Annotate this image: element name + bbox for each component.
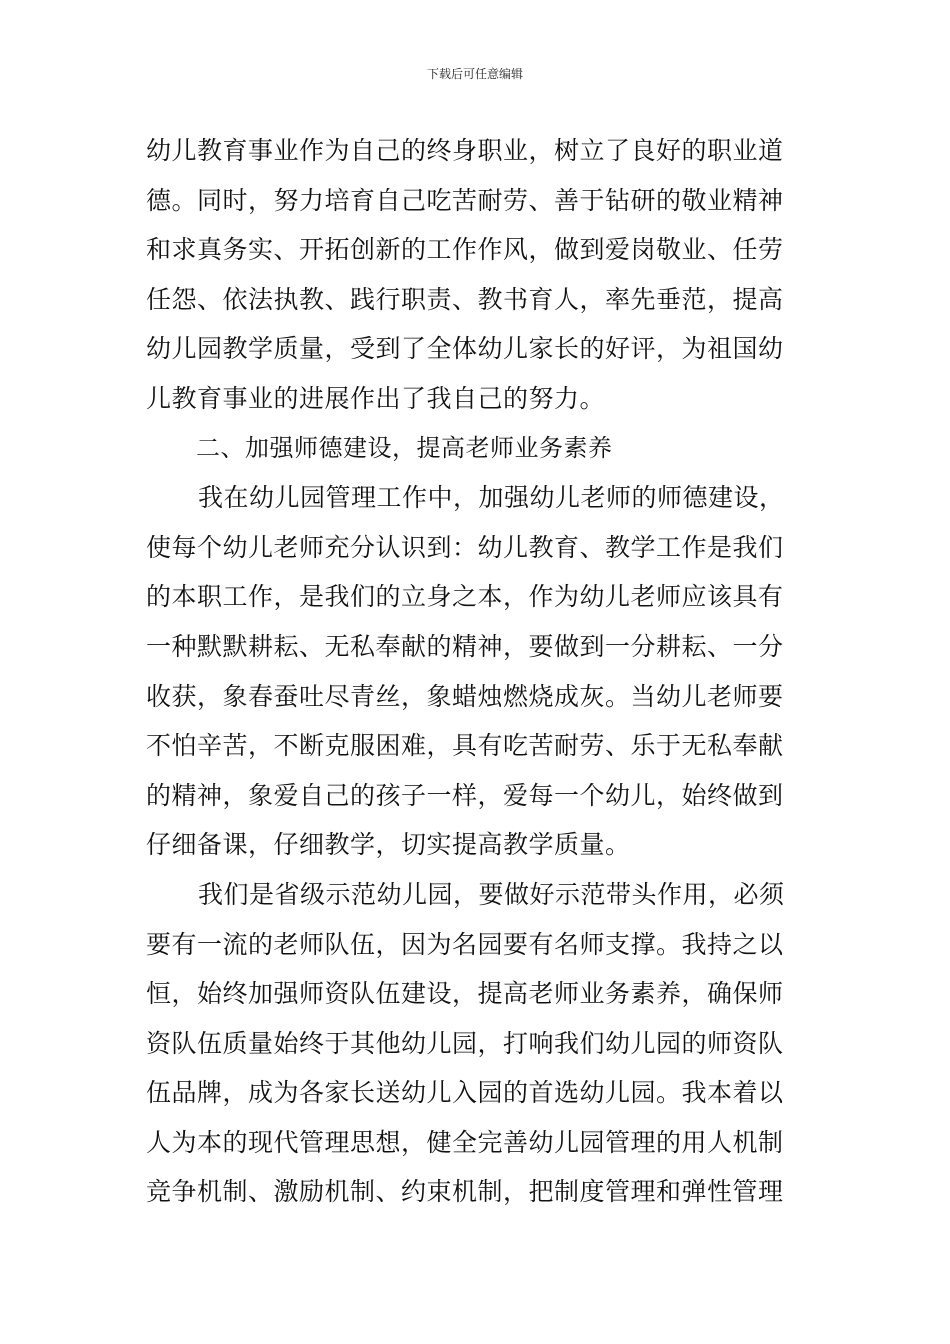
text-line: 和求真务实、开拓创新的工作作风，做到爱岗敬业、任劳	[146, 235, 784, 265]
heading-line: 二、加强师德建设，提高老师业务素养	[196, 433, 613, 462]
text-line: 资队伍质量始终于其他幼儿园，打响我们幼儿园的师资队	[146, 1028, 784, 1058]
text-line: 伍品牌，成为各家长送幼儿入园的首选幼儿园。我本着以	[146, 1078, 784, 1108]
document-body	[146, 126, 811, 1217]
text-line: 德。同时，努力培育自己吃苦耐劳、善于钻研的敬业精神	[146, 185, 784, 215]
paragraph	[146, 870, 811, 1217]
text-line: 幼儿教育事业作为自己的终身职业，树立了良好的职业道	[146, 136, 784, 165]
text-line: 人为本的现代管理思想，健全完善幼儿园管理的用人机制	[146, 1127, 784, 1157]
text-line: 儿教育事业的进展作出了我自己的努力。	[146, 383, 606, 413]
text-line: 使每个幼儿老师充分认识到：幼儿教育、教学工作是我们	[146, 532, 784, 562]
text-line: 一种默默耕耘、无私奉献的精神，要做到一分耕耘、一分	[146, 631, 784, 661]
section-heading	[146, 424, 811, 474]
text-line: 我们是省级示范幼儿园，要做好示范带头作用，必须	[198, 879, 785, 909]
paragraph	[146, 473, 811, 870]
text-line: 我在幼儿园管理工作中，加强幼儿老师的师德建设，	[198, 483, 785, 513]
text-line: 的精神，象爱自己的孩子一样，爱每一个幼儿，始终做到	[146, 780, 784, 810]
page-header: 下载后可任意编辑	[426, 67, 523, 81]
text-line: 幼儿园教学质量，受到了全体幼儿家长的好评，为祖国幼	[146, 334, 784, 364]
text-line: 恒，始终加强师资队伍建设，提高老师业务素养，确保师	[146, 979, 784, 1009]
text-line: 要有一流的老师队伍，因为名园要有名师支撑。我持之以	[146, 929, 784, 959]
paragraph	[146, 126, 811, 424]
text-line: 仔细备课，仔细教学，切实提高教学质量。	[146, 830, 631, 860]
text-line: 的本职工作，是我们的立身之本，作为幼儿老师应该具有	[146, 582, 784, 612]
text-line: 不怕辛苦，不断克服困难，具有吃苦耐劳、乐于无私奉献	[146, 731, 784, 761]
text-line: 收获，象春蚕吐尽青丝，象蜡烛燃烧成灰。当幼儿老师要	[146, 681, 784, 711]
text-line: 竞争机制、激励机制、约束机制，把制度管理和弹性管理	[146, 1177, 784, 1207]
text-line: 任怨、依法执教、践行职责、教书育人，率先垂范，提高	[146, 284, 784, 314]
